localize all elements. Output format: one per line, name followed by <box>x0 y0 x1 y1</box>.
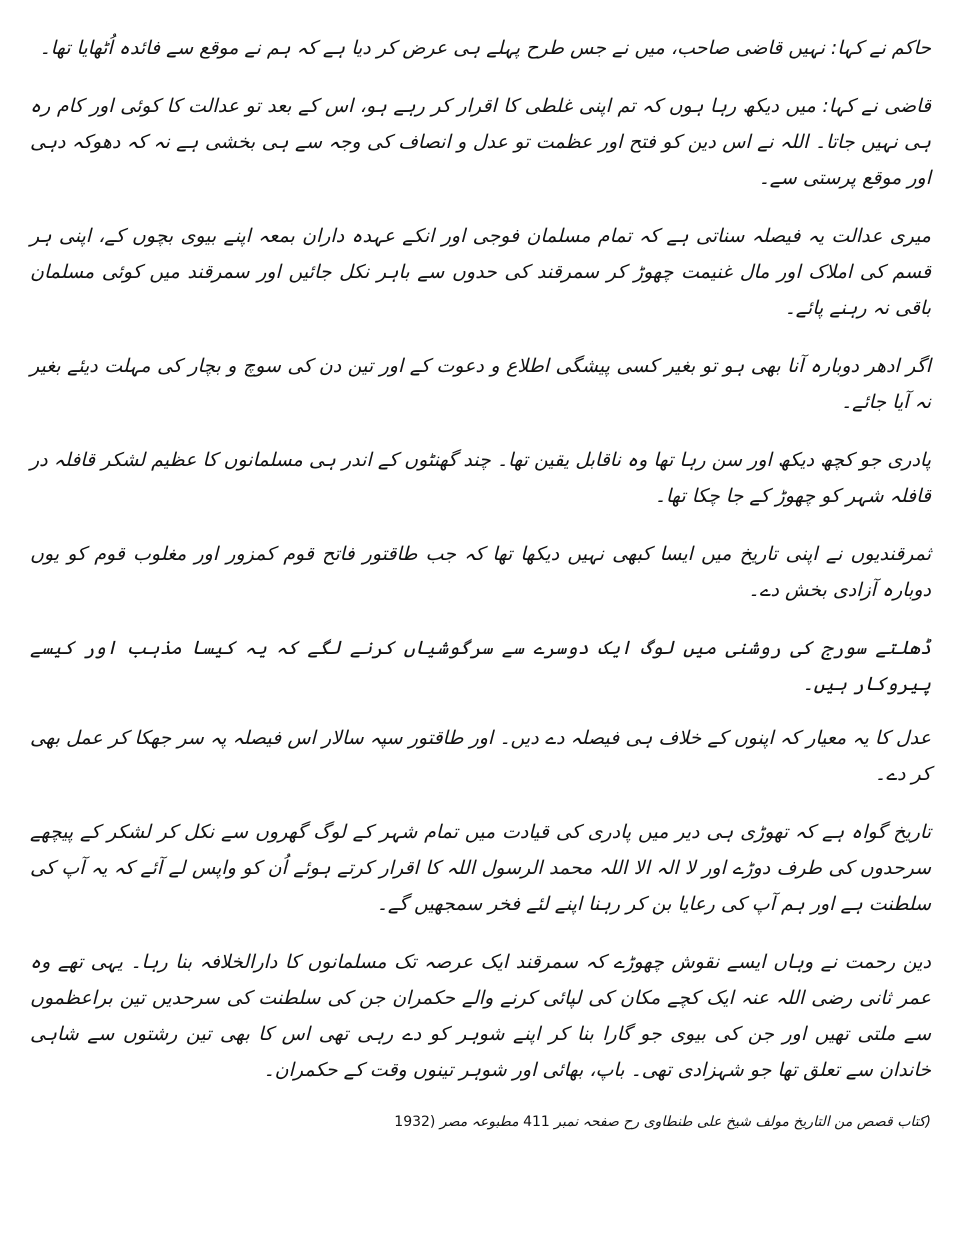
citation-year: 1932) <box>394 1114 436 1130</box>
paragraph-hakim-reply: حاکم نے کہا: نہیں قاضی صاحب، میں نے جس طرح پہلے ہی عرض کر دیا ہے کہ ہم نے موقع سے فائدہ اُٹھایا تھا۔ <box>39 37 931 59</box>
paragraph-return-condition: اگر ادھر دوبارہ آنا بھی ہو تو بغیر کسی پیشگی اطلاع و دعوت کے اور تین دن کی سوچ و بچار کی مہلت دیئے بغیر نہ آیا جائے۔ <box>30 355 931 413</box>
paragraph-history-witness: تاریخ گواہ ہے کہ تھوڑی ہی دیر میں پادری کی قیادت میں تمام شہر کے لوگ گھروں سے نکل کر لشکر کے پیچھے سرحدوں کی طرف دوڑے اور لا الہ الا اللہ محمد الرسول اللہ کا اقرار کرتے ہوئے اُن کو واپس لے آئے کہ یہ آپ کی سلطنت ہے اور ہم آپ کی رعایا بن کر رہنا اپنے لئے فخر سمجھیں گے۔ <box>30 821 931 915</box>
citation-page-number: 411 <box>523 1114 550 1130</box>
paragraph-samarkand-history: ثمرقندیوں نے اپنی تاریخ میں ایسا کبھی نہیں دیکھا تھا کہ جب طاقتور فاتح قوم کمزور اور مغلوب قوم کو یوں دوبارہ آزادی بخش دے۔ <box>30 543 931 601</box>
paragraph-people-whisper: ڈھلتے سورج کی روشنی میں لوگ ایک دوسرے سے سرگوشیاں کرنے لگے کہ یہ کیسا مذہب اور کیسے پیروکار ہیں۔ <box>30 637 931 695</box>
citation-published: مطبوعہ مصر <box>439 1114 519 1130</box>
document-page <box>30 30 931 1148</box>
citation-text: (کتاب قصص من التاریخ مولف شیخ علی طنطاوی رح صفحہ نمبر <box>554 1114 931 1130</box>
paragraph-qazi-verdict-intro: قاضی نے کہا: میں دیکھ رہا ہوں کہ تم اپنی غلطی کا اقرار کر رہے ہو، اس کے بعد تو عدالت کا کوئی اور کام رہ ہی نہیں جاتا۔ اللہ نے اس دین کو فتح اور عظمت تو عدل و انصاف کی وجہ سے ہی بخشی ہے نہ کہ دھوکہ دہی اور موقع پرستی سے۔ <box>30 95 931 189</box>
paragraph-umar-sani: دین رحمت نے وہاں ایسے نقوش چھوڑے کہ سمرقند ایک عرصہ تک مسلمانوں کا دارالخلافہ بنا رہا۔ یہی تھے وہ عمر ثانی رضی اللہ عنہ ایک کچے مکان کی لپائی کرنے والے حکمران جن کی سلطنت کی سرحدیں تین براعظموں سے ملتی تھیں اور جن کی بیوی جو گارا بنا کر اپنے شوہر کو دے رہی تھی اس کا بھی تین رشتوں سے شاہی خاندان سے تعلق تھا جو شہزادی تھی۔ باپ، بھائی اور شوہر تینوں وقت کے حکمران۔ <box>30 951 931 1081</box>
paragraph-court-ruling: میری عدالت یہ فیصلہ سناتی ہے کہ تمام مسلمان فوجی اور انکے عہدہ داران بمعہ اپنے بیوی بچوں کے، اپنی ہر قسم کی املاک اور مال غنیمت چھوڑ کر سمرقند کی حدوں سے باہر نکل جائیں اور سمرقند میں کوئی مسلمان باقی نہ رہنے پائے۔ <box>30 225 931 319</box>
paragraph-priest-observation: پادری جو کچھ دیکھ اور سن رہا تھا وہ ناقابل یقین تھا۔ چند گھنٹوں کے اندر ہی مسلمانوں کا عظیم لشکر قافلہ در قافلہ شہر کو چھوڑ کے جا چکا تھا۔ <box>30 449 931 507</box>
citation <box>30 1110 931 1134</box>
paragraph-standard-of-justice: عدل کا یہ معیار کہ اپنوں کے خلاف ہی فیصلہ دے دیں۔ اور طاقتور سپہ سالار اس فیصلہ پہ سر جھکا کر عمل بھی کر دے۔ <box>30 727 931 785</box>
